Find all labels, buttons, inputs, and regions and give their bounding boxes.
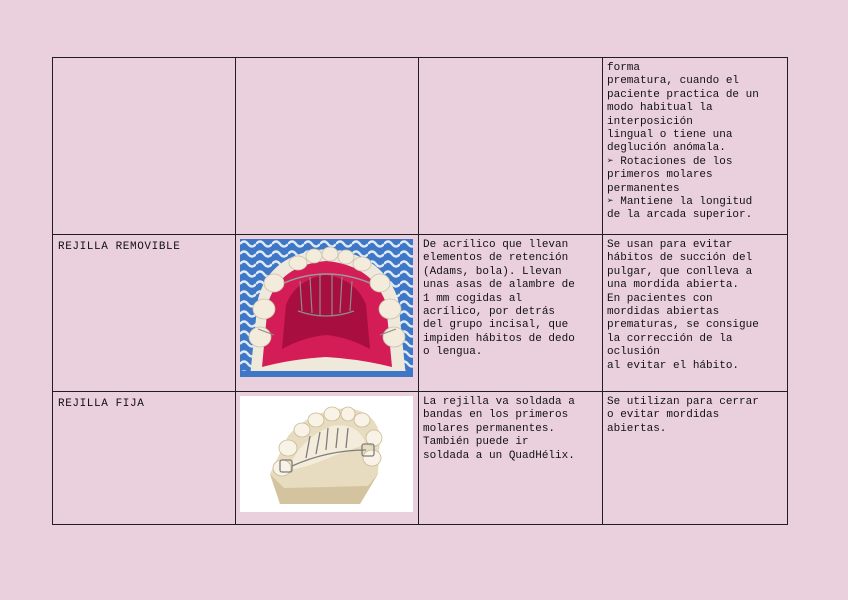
image-cell [236,392,419,525]
text-line: al evitar el hábito. [607,359,740,372]
text-line: unas asas de alambre de [423,279,575,292]
appliance-name: REJILLA REMOVIBLE [53,235,236,392]
text-line: o evitar mordidas [607,409,720,422]
text-line: De acrílico que llevan [423,239,569,251]
text-line: una mordida abierta. [607,279,740,292]
use-cell [603,235,788,392]
empty-cell [236,58,419,235]
text-line: de la arcada superior. [607,209,753,222]
text-line: mordidas abiertas [607,306,720,319]
appliance-table [52,57,788,525]
text-line: deglución anómala. [607,142,726,155]
text-line: En pacientes con [607,292,713,305]
bullet-line: ➢ Rotaciones de los [607,155,733,168]
text-line: molares permanentes. [423,422,556,435]
text-line: forma [607,62,641,74]
text-line: Se utilizan para cerrar [607,396,759,408]
table-row [53,235,788,392]
text-line: pulgar, que conlleva a [607,265,753,278]
text-line: paciente practica de un [607,88,759,101]
empty-cell [419,58,603,235]
table-row [53,392,788,525]
text-line: interposición [607,115,693,128]
text-line: la corrección de la [607,332,733,345]
text-line: La rejilla va soldada a [423,396,575,408]
bullet-line: ➢ Mantiene la longitud [607,196,753,209]
fixed-lingual-crib-photo [240,396,413,512]
text-line: permanentes [607,182,680,195]
text-line: También puede ir [423,436,529,449]
text-line: prematuras, se consigue [607,319,759,332]
description-cell [419,235,603,392]
text-line: (Adams, bola). Llevan [423,265,562,278]
text-line: impiden hábitos de dedo [423,332,575,345]
text-line: primeros molares [607,169,713,182]
text-line: elementos de retención [423,252,569,265]
text-line: Se usan para evitar [607,239,733,251]
text-line: soldada a un QuadHélix. [423,449,575,462]
empty-cell [53,58,236,235]
use-cell [603,392,788,525]
text-line: oclusión [607,346,660,359]
text-line: 1 mm cogidas al [423,292,523,305]
text-line: acrílico, por detrás [423,306,556,319]
text-line: lingual o tiene una [607,129,733,142]
text-line: bandas en los primeros [423,409,569,422]
removable-lingual-crib-photo [240,239,413,377]
text-line: modo habitual la [607,102,713,115]
text-line: del grupo incisal, que [423,319,569,332]
appliance-name: REJILLA FIJA [53,392,236,525]
text-line: abiertas. [607,422,667,435]
description-cell [419,392,603,525]
table-row [53,58,788,235]
image-cell [236,235,419,392]
text-line: prematura, cuando el [607,75,740,88]
text-line: o lengua. [423,346,483,359]
text-line: hábitos de succión del [607,252,753,265]
continuation-text-cell [603,58,788,235]
